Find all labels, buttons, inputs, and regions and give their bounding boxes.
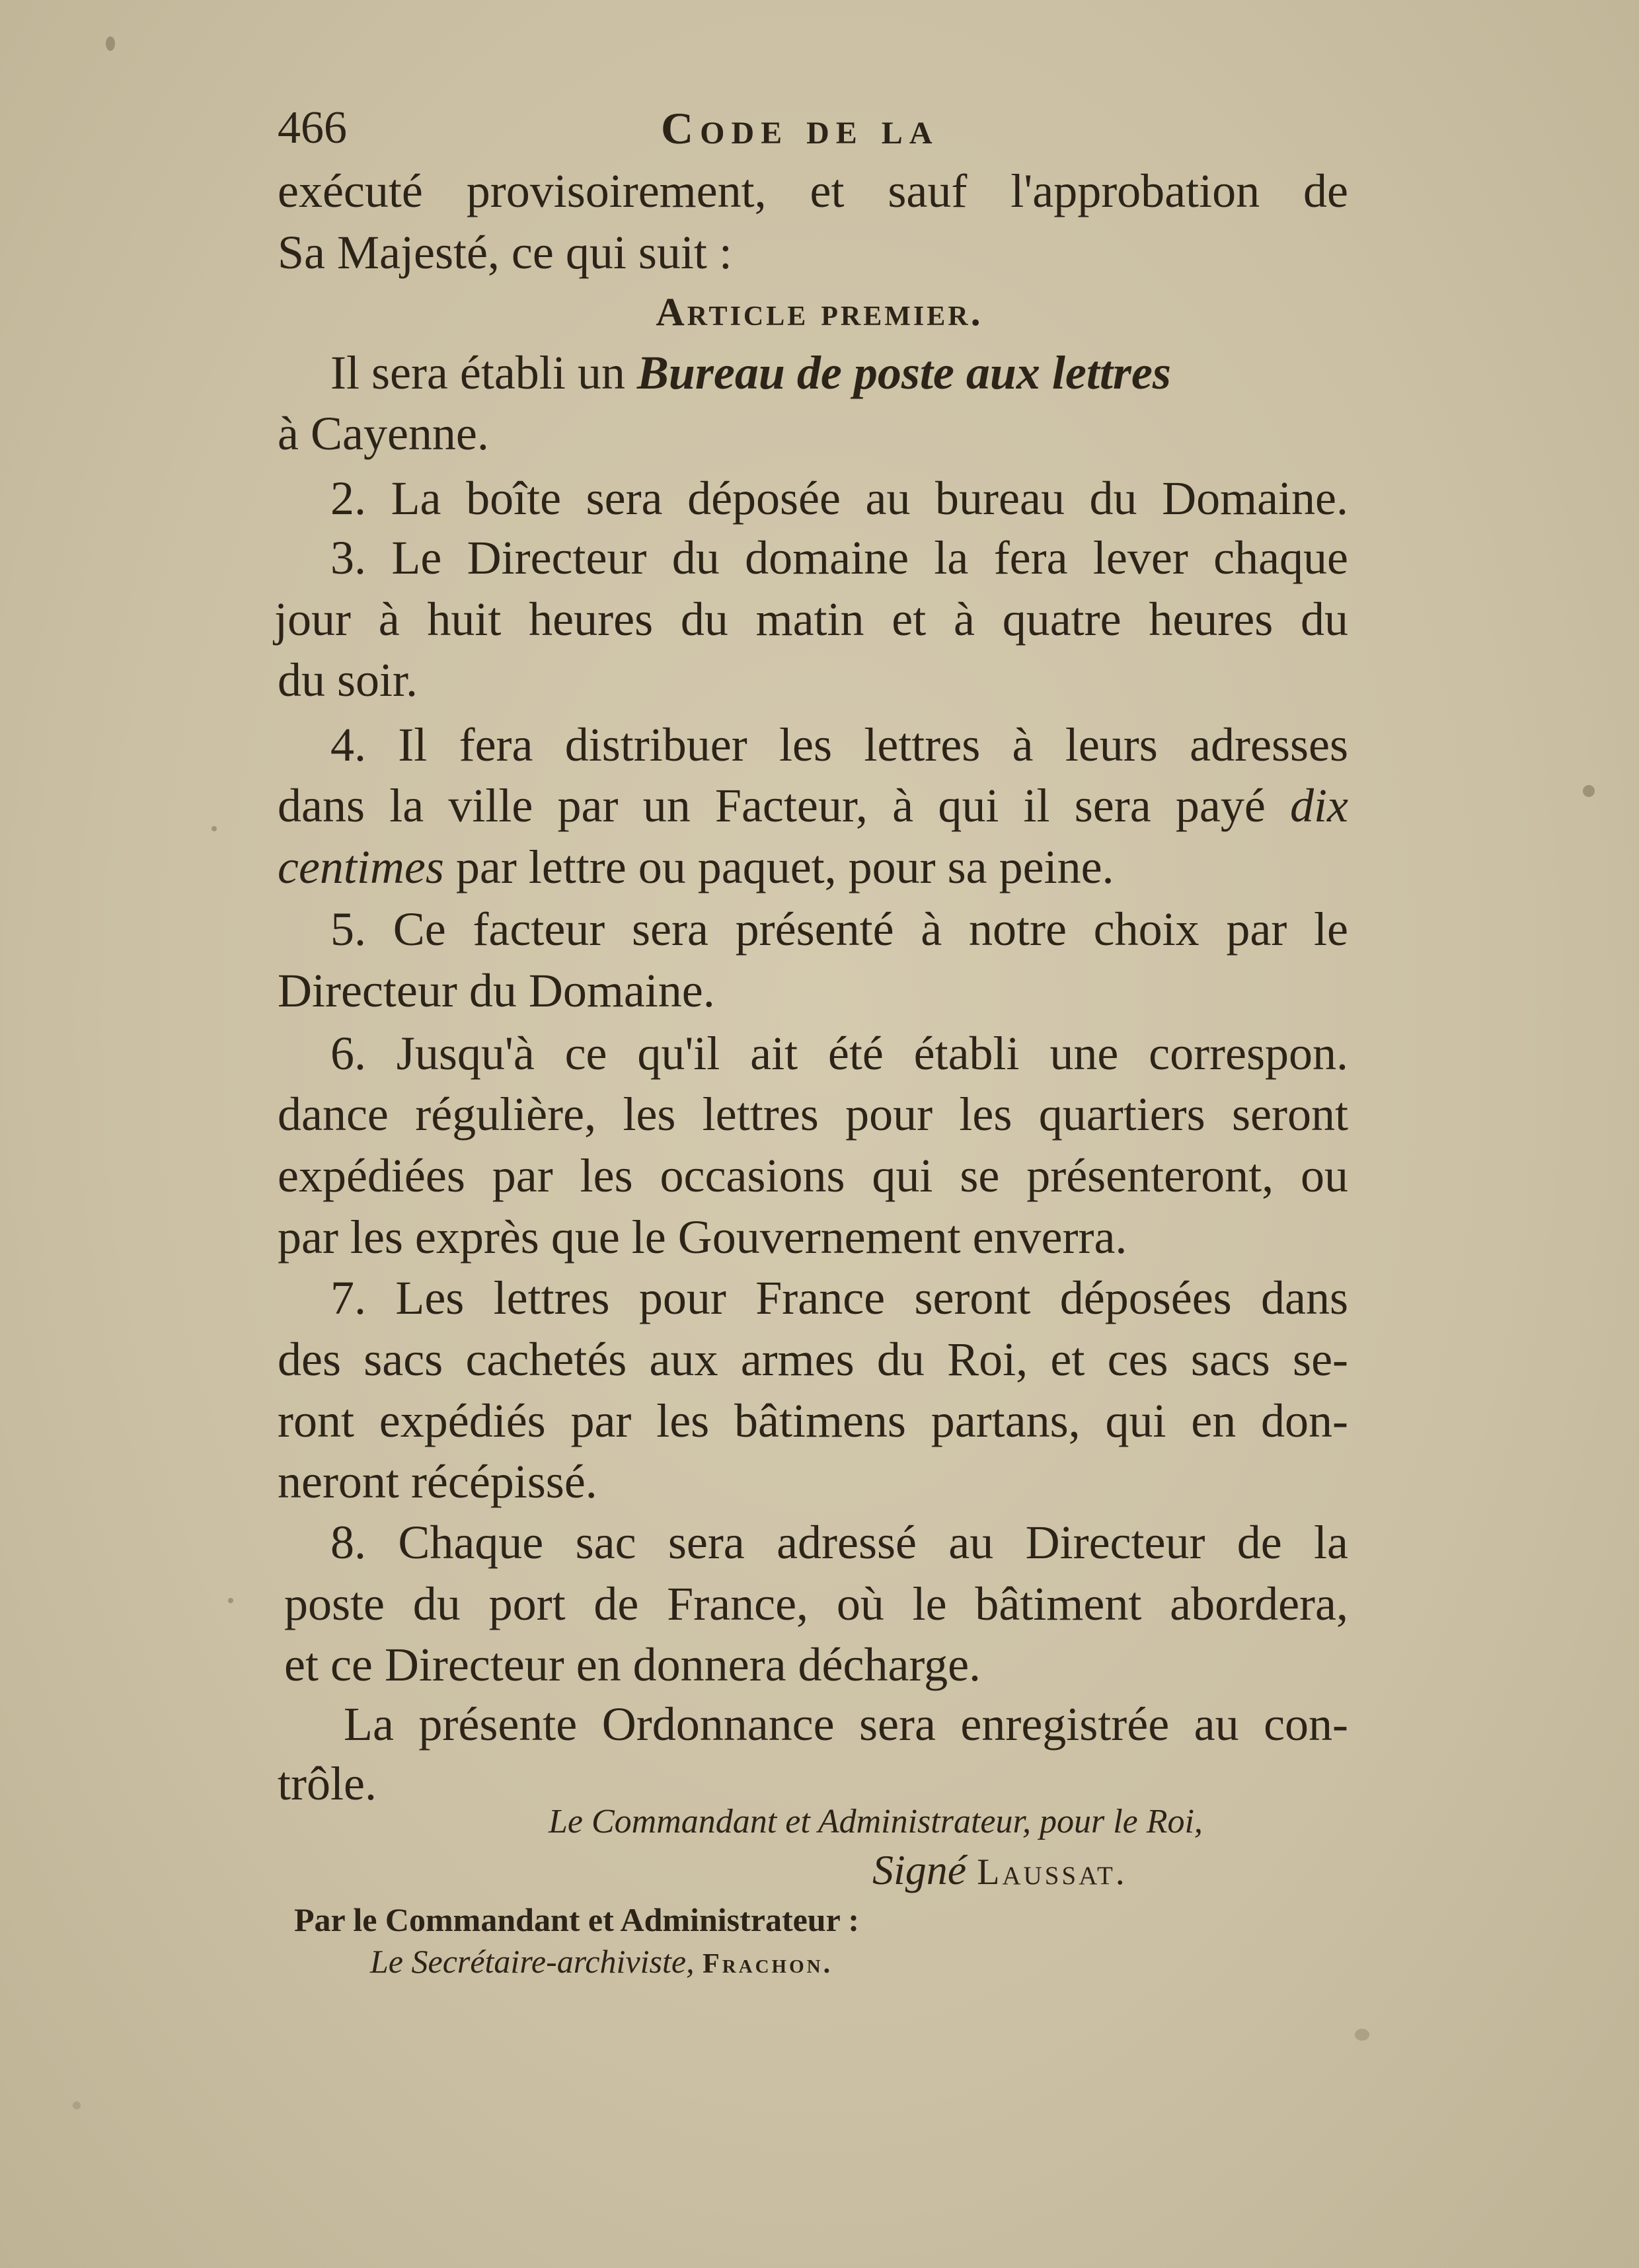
text-line-24: poste du port de France, où le bâtiment abordera, [284,1577,1348,1630]
text-line-1 [278,162,1348,220]
text-line-15: 6. Jusqu'à ce qu'il ait été établi une correspon. [330,1027,1348,1080]
signature-signed-label: Signé [872,1846,977,1893]
text-line-12-italic: centimes [278,841,444,893]
text-line-9: du soir. [278,654,418,706]
signature-name-laussat: Laussat. [977,1852,1127,1893]
text-line-2: Sa Majesté, ce qui suit : [278,226,732,279]
text-line-8: jour à huit heures du matin et à quatre heures du [274,593,1348,646]
text-line-14: Directeur du Domaine. [278,964,715,1017]
text-line-25: et ce Directeur en donnera décharge. [284,1638,981,1691]
text-line-4-roman: Il sera établi un [330,346,637,399]
text-line-19: 7. Les lettres pour France seront déposées dans [330,1271,1348,1324]
text-line-20: des sacs cachetés aux armes du Roi, et ces sacs se- [278,1333,1348,1386]
text-line-21: ront expédiés par les bâtimens partans, qui en don- [278,1394,1348,1447]
paper-stain [106,36,115,51]
text-line-22: neront récépissé. [278,1455,597,1508]
paper-stain [1355,2029,1369,2041]
page-number: 466 [278,102,347,153]
text-line-12-roman: par lettre ou paquet, pour sa peine. [443,841,1114,893]
text-line-18: par les exprès que le Gouvernement enverra. [278,1211,1127,1264]
text-line-11-roman: dans la ville par un Facteur, à qui il sera payé [278,779,1291,832]
text-line-12 [278,838,1348,896]
running-title: Code de la [661,103,939,153]
text-line-23: 8. Chaque sac sera adressé au Directeur de la [330,1516,1348,1569]
text-line-6: 2. La boîte sera déposée au bureau du Domaine. [330,472,1348,525]
secretary-name-frachon: Frachon. [703,1949,833,1979]
text-line-4 [330,344,1348,402]
secretary-line [370,1940,833,1986]
paper-stain [228,1598,233,1603]
paper-stain [1583,785,1595,797]
by-commander-line: Par le Commandant et Administrateur : [294,1901,860,1938]
text-line-5: à Cayenne. [278,407,489,460]
text-line-11-italic: dix [1290,779,1348,832]
text-line-11 [278,776,1348,835]
secretary-label: Le Secrétaire-archiviste, [370,1943,703,1980]
text-line-16: dance régulière, les lettres pour les quartiers seront [278,1088,1348,1141]
signature-signed-line [872,1845,1127,1897]
text-line-26: La présente Ordonnance sera enregistrée au con- [344,1698,1348,1751]
paper-stain [73,2101,81,2109]
text-line-27: trôle. [278,1757,377,1810]
text-line-1-content: exécuté provisoirement, et sauf l'approbation de [278,165,1348,217]
text-line-10: 4. Il fera distribuer les lettres à leurs adresses [330,718,1348,771]
text-line-7: 3. Le Directeur du domaine la fera lever chaque [330,531,1348,584]
signature-commander-line: Le Commandant et Administrateur, pour le Roi, [549,1803,1203,1840]
paper-stain [211,826,217,831]
text-line-13: 5. Ce facteur sera présenté à notre choix par le [330,903,1348,956]
text-line-4-italic: Bureau de poste aux lettres [636,346,1171,399]
article-heading: Article premier. [656,290,983,334]
text-line-17: expédiées par les occasions qui se présenteront, ou [278,1149,1348,1202]
